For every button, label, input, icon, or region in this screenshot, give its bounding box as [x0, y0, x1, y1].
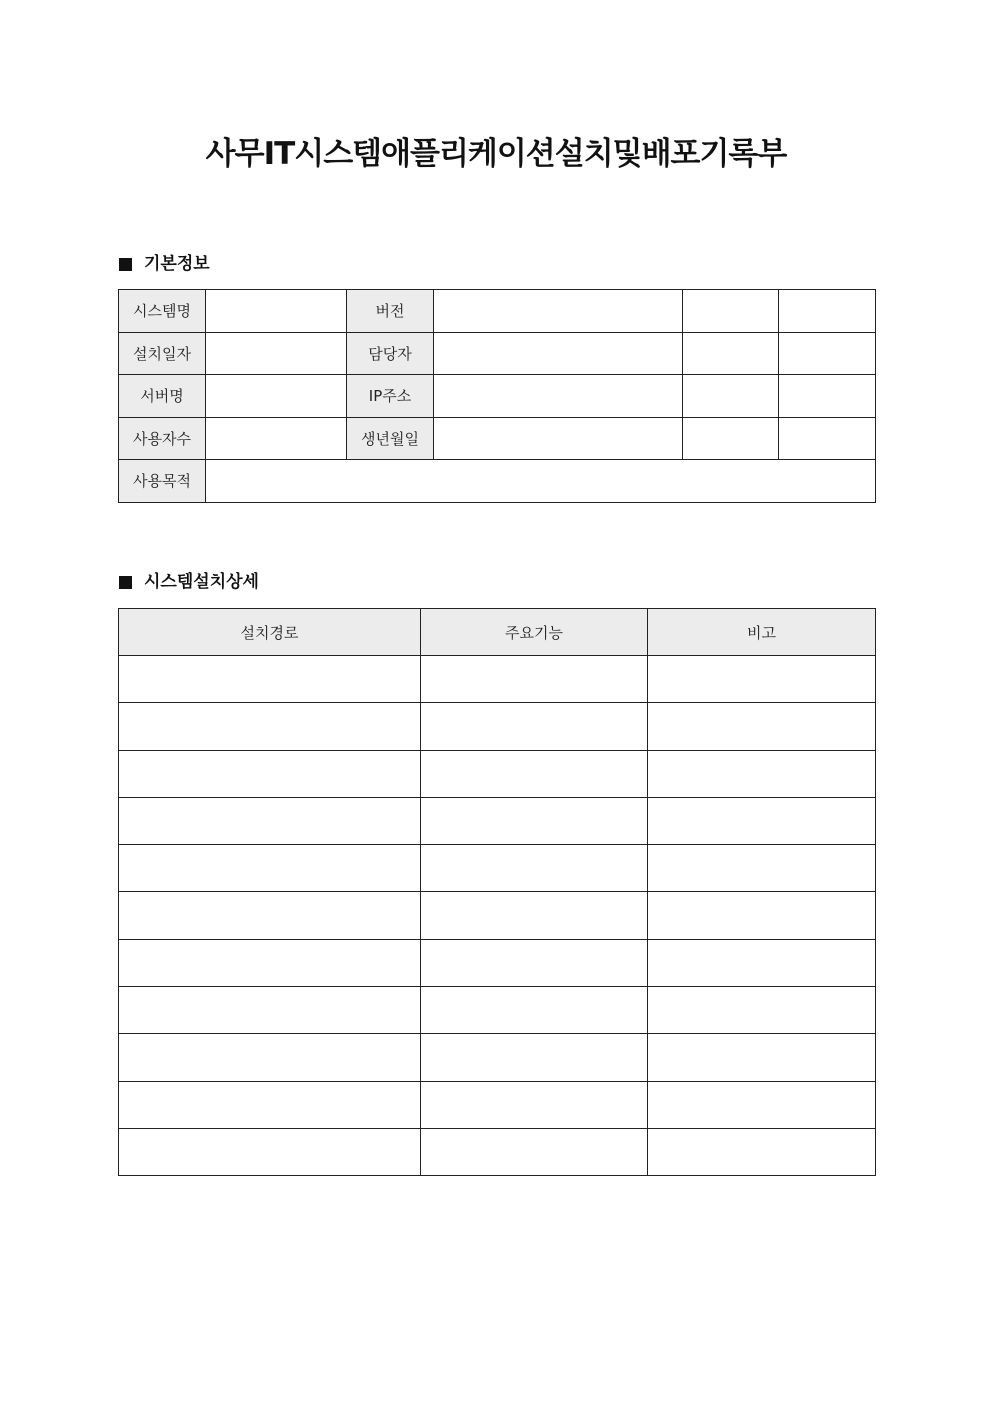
main-function-cell[interactable]: [421, 1034, 648, 1081]
extra-field[interactable]: [683, 332, 779, 375]
user-count-label: 사용자수: [119, 417, 206, 460]
main-function-cell[interactable]: [421, 1081, 648, 1128]
install-date-field[interactable]: [206, 332, 347, 375]
ip-address-field[interactable]: [434, 375, 683, 418]
install-path-cell[interactable]: [119, 656, 421, 703]
remarks-cell[interactable]: [648, 845, 876, 892]
install-path-cell[interactable]: [119, 797, 421, 844]
remarks-cell[interactable]: [648, 797, 876, 844]
extra-field[interactable]: [779, 290, 876, 333]
main-function-cell[interactable]: [421, 892, 648, 939]
square-bullet-icon: [119, 258, 132, 271]
page-title: 사무IT시스템애플리케이션설치및배포기록부: [205, 136, 787, 172]
main-function-cell[interactable]: [421, 656, 648, 703]
main-function-cell[interactable]: [421, 845, 648, 892]
remarks-cell[interactable]: [648, 1034, 876, 1081]
install-path-cell[interactable]: [119, 987, 421, 1034]
main-function-cell[interactable]: [421, 987, 648, 1034]
extra-field[interactable]: [683, 375, 779, 418]
section-heading-label: 시스템설치상세: [144, 572, 259, 592]
table-row: [119, 375, 876, 418]
section-heading-basic-info: [119, 252, 210, 276]
install-path-cell[interactable]: [119, 703, 421, 750]
square-bullet-icon: [119, 576, 132, 589]
table-row: [119, 656, 876, 703]
table-header-row: [119, 609, 876, 656]
install-path-cell[interactable]: [119, 1081, 421, 1128]
install-detail-table: [118, 608, 876, 1176]
version-label: 버전: [347, 290, 434, 333]
table-row: [119, 939, 876, 986]
table-row: [119, 987, 876, 1034]
main-function-cell[interactable]: [421, 750, 648, 797]
table-row: [119, 703, 876, 750]
remarks-cell[interactable]: [648, 656, 876, 703]
install-date-label: 설치일자: [119, 332, 206, 375]
table-row: [119, 1081, 876, 1128]
server-name-field[interactable]: [206, 375, 347, 418]
version-field[interactable]: [434, 290, 683, 333]
remarks-cell[interactable]: [648, 1128, 876, 1175]
table-row: [119, 417, 876, 460]
column-header-main-function: 주요기능: [421, 609, 648, 656]
table-row: [119, 845, 876, 892]
install-path-cell[interactable]: [119, 892, 421, 939]
remarks-cell[interactable]: [648, 892, 876, 939]
basic-info-table: [118, 289, 876, 503]
install-path-cell[interactable]: [119, 750, 421, 797]
column-header-install-path: 설치경로: [119, 609, 421, 656]
server-name-label: 서버명: [119, 375, 206, 418]
user-count-field[interactable]: [206, 417, 347, 460]
remarks-cell[interactable]: [648, 1081, 876, 1128]
remarks-cell[interactable]: [648, 939, 876, 986]
table-row: [119, 290, 876, 333]
purpose-label: 사용목적: [119, 460, 206, 503]
system-name-label: 시스템명: [119, 290, 206, 333]
table-row: [119, 750, 876, 797]
column-header-remarks: 비고: [648, 609, 876, 656]
ip-address-label: IP주소: [347, 375, 434, 418]
manager-label: 담당자: [347, 332, 434, 375]
extra-field[interactable]: [683, 290, 779, 333]
table-row: [119, 1128, 876, 1175]
table-row: [119, 892, 876, 939]
main-function-cell[interactable]: [421, 1128, 648, 1175]
remarks-cell[interactable]: [648, 703, 876, 750]
birth-date-label: 생년월일: [347, 417, 434, 460]
system-name-field[interactable]: [206, 290, 347, 333]
install-path-cell[interactable]: [119, 845, 421, 892]
remarks-cell[interactable]: [648, 987, 876, 1034]
extra-field[interactable]: [779, 417, 876, 460]
main-function-cell[interactable]: [421, 703, 648, 750]
main-function-cell[interactable]: [421, 939, 648, 986]
table-row: [119, 1034, 876, 1081]
manager-field[interactable]: [434, 332, 683, 375]
main-function-cell[interactable]: [421, 797, 648, 844]
remarks-cell[interactable]: [648, 750, 876, 797]
birth-date-field[interactable]: [434, 417, 683, 460]
purpose-field[interactable]: [206, 460, 876, 503]
install-path-cell[interactable]: [119, 1034, 421, 1081]
section-heading-label: 기본정보: [144, 254, 210, 274]
section-heading-install-detail: [119, 570, 259, 594]
extra-field[interactable]: [683, 417, 779, 460]
extra-field[interactable]: [779, 375, 876, 418]
table-row: [119, 332, 876, 375]
install-path-cell[interactable]: [119, 939, 421, 986]
table-row: [119, 460, 876, 503]
extra-field[interactable]: [779, 332, 876, 375]
table-row: [119, 797, 876, 844]
install-path-cell[interactable]: [119, 1128, 421, 1175]
